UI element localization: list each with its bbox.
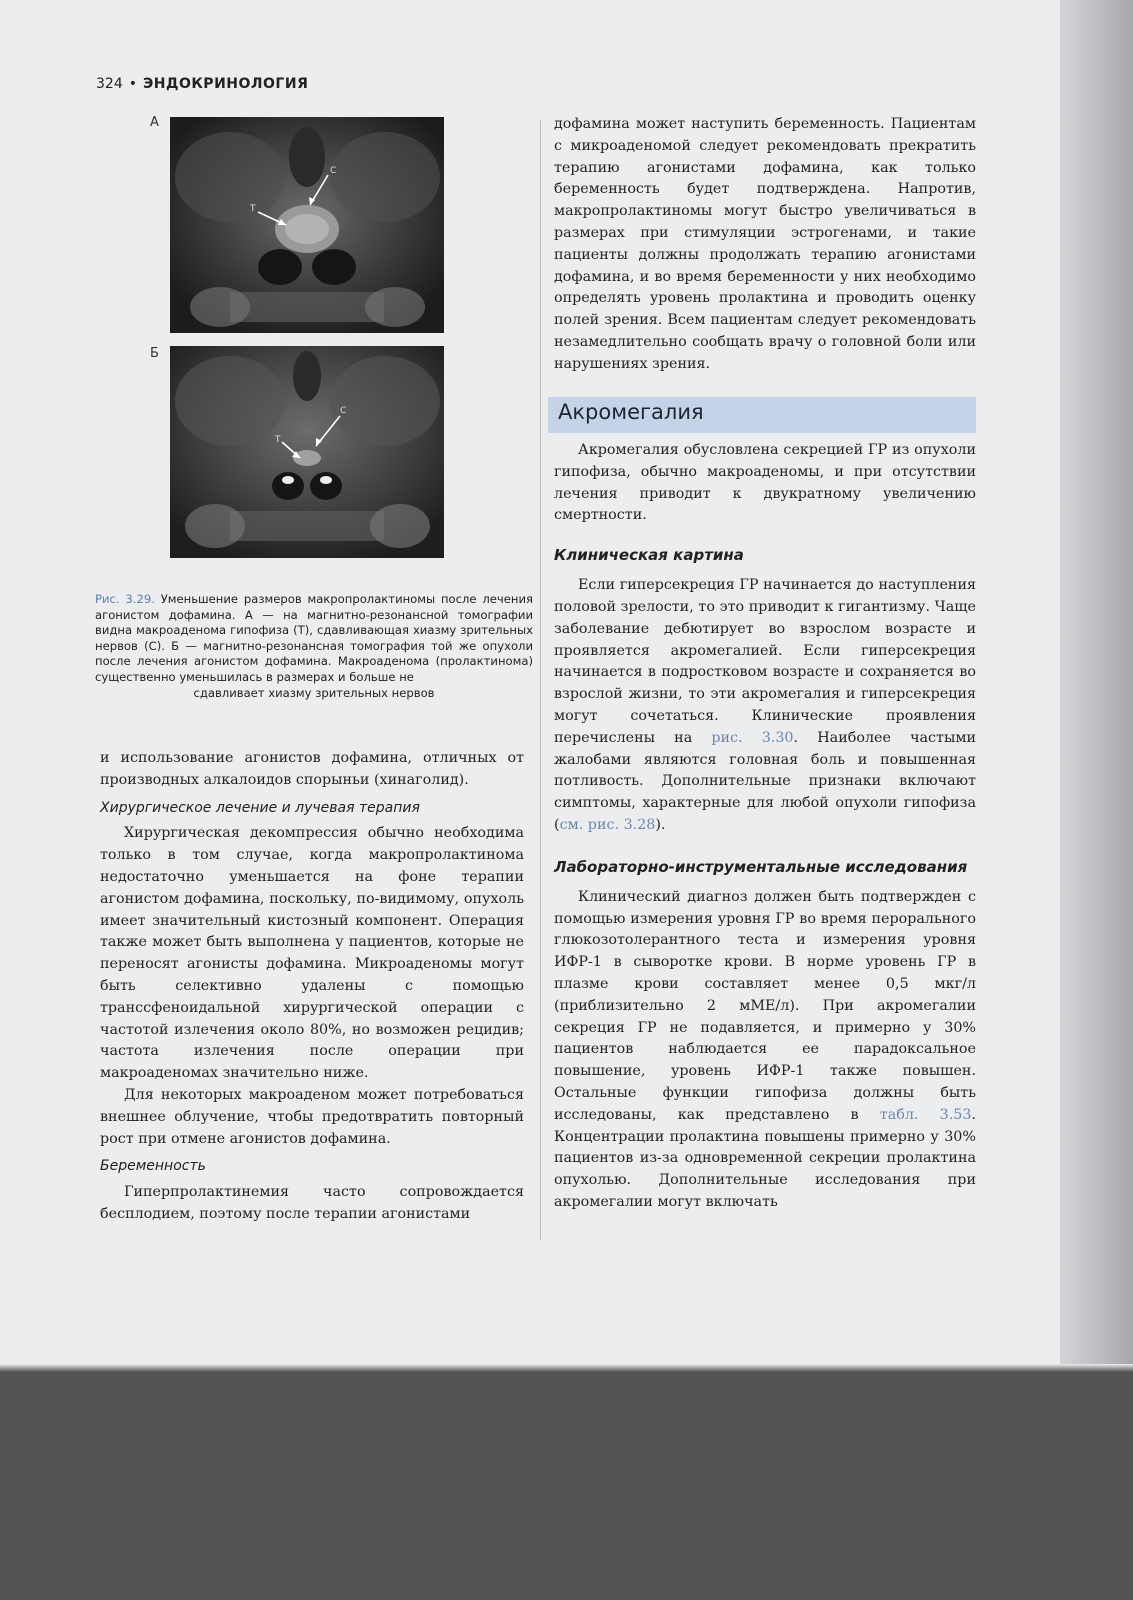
page-number: 324 (96, 76, 123, 92)
column-divider (540, 120, 541, 1240)
mri-b-mark-t: Т (275, 435, 281, 445)
left-paragraph-1: и использование агонистов дофамина, отличных от производных алкалоидов спорыньи (хинаголид). (100, 750, 524, 788)
right-paragraph-4 (554, 887, 976, 1214)
p3-text-a: Если гиперсекреция ГР начинается до наступления половой зрелости, то это приводит к гигантизму. Чаще заболевание дебютирует во взрослом возрасте и проявляется акромегалией. Если гиперсекреция начинается в подростковом возрасте и сохраняется во взрослой жизни, то эти акромегалия и гиперсекреция могут сочетаться. Клинические проявления перечислены на (554, 577, 976, 746)
mri-a-mark-t: Т (250, 204, 256, 214)
heading-lab-studies: Лабораторно-инструментальные исследования (554, 857, 968, 876)
right-column-bottom (554, 440, 976, 1214)
figure-label-b: Б (150, 346, 159, 361)
subheading-surgery: Хирургическое лечение и лучевая терапия (100, 799, 420, 816)
subheading-pregnancy: Беременность (100, 1158, 206, 1175)
right-paragraph-1: дофамина может наступить беременность. Пациентам с микроаденомой следует рекомендовать прекратить терапию агонистами дофамина, как только беременность будет подтверждена. Напротив, макропролактиномы могут быстро увеличиваться в размерах при стимуляции эстрогенами, и такие пациенты должны продолжать терапию агонистами дофамина, и во время беременности у них необходимо определять уровень пролактина и проводить оценку полей зрения. Всем пациентам следует рекомендовать незамедлительно сообщать врачу о головной боли или нарушениях зрения. (554, 116, 976, 372)
caption-figure-number: Рис. 3.29. (95, 592, 155, 606)
section-heading-bar (548, 397, 976, 433)
running-header (96, 76, 308, 92)
p3-text-c: ). (655, 816, 666, 833)
chapter-title: ЭНДОКРИНОЛОГИЯ (143, 76, 309, 92)
right-column-top (554, 114, 976, 376)
mri-a-mark-c: С (330, 166, 337, 176)
mri-image-b (170, 346, 444, 558)
caption-text: Уменьшение размеров макропролактиномы после лечения агонистом дофамина. А — на магнитно-резонансной томографии видна макроаденома гипофиза (Т), сдавливающая хиазму зрительных нервов (С). Б — магнитно-резонансная томография той же опухоли после лечения агонистом дофамина. Макроаденома (пролактинома) существенно уменьшилась в размерах и больше не (95, 592, 533, 684)
p4-text-b: . Концентрации пролактина повышены примерно у 30% пациентов из-за одновременной секреции пролактина опухолью. Дополнительные исследования при акромегалии могут включать (554, 1106, 977, 1210)
p4-text-a: Клинический диагноз должен быть подтвержден с помощью измерения уровня ГР во время перорального глюкозотолерантного теста и измерения уровня ИФР-1 в сыворотке крови. В норме уровень ГР в плазме крови составляет менее 0,5 мкг/л (приблизительно 2 мМЕ/л). При акромегалии секреция ГР не подавляется, и примерно у 30% пациентов наблюдается ее парадоксальное повышение, уровень ИФР-1 также повышен. Остальные функции гипофиза должны быть исследованы, как представлено в (554, 888, 976, 1123)
heading-clinical-picture: Клиническая картина (554, 546, 744, 565)
section-title-acromegaly: Акромегалия (558, 400, 704, 424)
link-fig-3-30[interactable]: рис. 3.30 (711, 729, 794, 746)
right-paragraph-2: Акромегалия обусловлена секрецией ГР из опухоли гипофиза, обычно макроаденомы, и при отсутствии лечения приводит к двукратному увеличению смертности. (554, 442, 976, 524)
mri-b-mark-c: С (340, 406, 347, 416)
book-gutter (1060, 0, 1133, 1368)
header-bullet: • (128, 76, 137, 92)
left-paragraph-4: Гиперпролактинемия часто сопровождается бесплодием, поэтому после терапии агонистами (100, 1184, 524, 1222)
left-column (100, 748, 524, 1226)
figure-label-a: А (150, 115, 159, 130)
left-paragraph-2: Хирургическая декомпрессия обычно необходима только в том случае, когда макропролактинома недостаточно уменьшается на фоне терапии агонистом дофамина, поскольку, по-видимому, опухоль имеет значительный кистозный компонент. Операция также может быть выполнена у пациентов, которые не переносят агонисты дофамина. Микроаденомы могут быть селективно удалены с помощью транссфеноидальной хирургической операции с частотой излечения около 80%, но возможен рецидив; частота излечения после операции при макроаденомах значительно ниже. (100, 825, 524, 1082)
figure-caption (95, 592, 533, 701)
link-fig-3-28[interactable]: см. рис. 3.28 (559, 816, 656, 833)
scanner-background (0, 1368, 1133, 1600)
caption-last-line: сдавливает хиазму зрительных нервов (193, 685, 435, 700)
p3-text-b: . Наиболее частыми жалобами являются головная боль и повышенная потливость. Дополнительные признаки включают симптомы, характерные для любой опухоли гипофиза ( (554, 729, 976, 833)
mri-image-a (170, 117, 444, 333)
left-paragraph-3: Для некоторых макроаденом может потребоваться внешнее облучение, чтобы предотвратить повторный рост при отмене агонистов дофамина. (100, 1086, 524, 1147)
link-table-3-53[interactable]: табл. 3.53 (879, 1106, 972, 1123)
right-paragraph-3 (554, 575, 976, 837)
